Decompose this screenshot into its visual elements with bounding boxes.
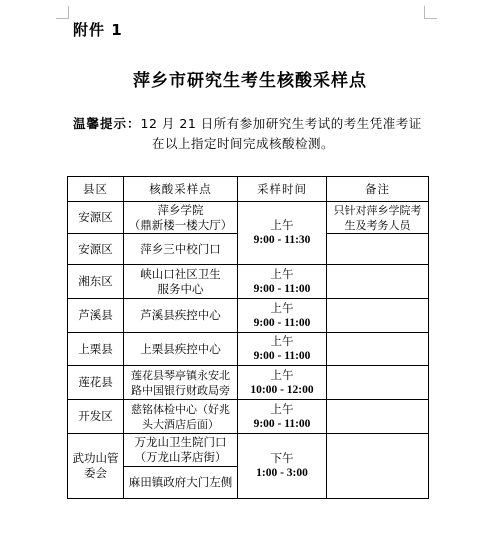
time-cell	[238, 299, 327, 333]
note-cell	[327, 434, 429, 499]
site-line: 路中国银行财政局旁	[131, 383, 230, 397]
site-cell: 麻田镇政府大门左侧	[124, 467, 238, 499]
note-cell	[327, 234, 429, 265]
district-cell: 芦溪县	[68, 299, 124, 333]
site-line: 慈铭体检中心（好兆	[131, 402, 230, 416]
time-label: 上午	[270, 401, 294, 416]
notice-label: 温馨提示：	[73, 116, 141, 131]
district-line: 武功山管	[72, 451, 119, 465]
district-cell: 开发区	[68, 400, 124, 434]
time-cell	[238, 366, 327, 400]
site-cell	[124, 434, 238, 467]
site-cell	[124, 202, 238, 234]
page-corner-mark-left	[56, 6, 69, 19]
header-time: 采样时间	[238, 177, 327, 202]
sampling-sites-table	[67, 176, 429, 499]
note-cell	[327, 265, 429, 299]
header-site: 核酸采样点	[124, 177, 238, 202]
time-cell	[238, 202, 327, 265]
site-line: 莲花县琴亭镇永安北	[131, 368, 230, 382]
table-row	[68, 333, 429, 366]
note-cell	[327, 299, 429, 333]
time-range: 9:00 - 11:00	[253, 350, 311, 362]
notice-line-1: 12 月 21 日所有参加研究生考试的考生凭准考证	[140, 116, 422, 131]
site-line: 峡山口社区卫生	[140, 266, 221, 281]
table-row	[68, 400, 429, 434]
time-range: 9:00 - 11:00	[253, 417, 311, 430]
time-cell	[238, 333, 327, 366]
site-cell	[124, 265, 238, 299]
time-cell	[238, 434, 327, 499]
time-label: 上午	[270, 334, 294, 348]
time-label: 上午	[270, 218, 294, 232]
time-label: 上午	[270, 300, 294, 315]
header-note: 备注	[327, 177, 429, 202]
notice-line-2: 在以上指定时间完成核酸检测。	[152, 136, 335, 151]
table-row	[68, 202, 429, 234]
site-line: 头大酒店后面）	[142, 417, 219, 431]
site-line: 万龙山卫生院门口	[134, 435, 227, 449]
note-cell: 只针对萍乡学院考生及考务人员	[327, 202, 429, 234]
header-district: 县区	[68, 177, 124, 202]
time-range: 10:00 - 12:00	[250, 383, 314, 396]
time-range: 9:00 - 11:30	[253, 234, 311, 246]
time-label: 上午	[270, 266, 294, 281]
table-row	[68, 299, 429, 333]
site-line: 服务中心	[157, 281, 204, 296]
table-row	[68, 265, 429, 299]
attachment-label: 附件 1	[73, 21, 123, 39]
note-cell	[327, 400, 429, 434]
district-cell: 莲花县	[68, 366, 124, 400]
time-range: 9:00 - 11:00	[253, 282, 311, 295]
time-cell	[238, 400, 327, 434]
time-range: 9:00 - 11:00	[253, 316, 311, 329]
site-cell: 萍乡三中校门口	[124, 234, 238, 265]
site-line: 萍乡学院	[157, 202, 204, 217]
site-cell	[124, 400, 238, 434]
note-cell	[327, 333, 429, 366]
notice-paragraph	[73, 114, 443, 154]
page-corner-mark-right	[424, 6, 437, 19]
time-label: 下午	[270, 451, 294, 465]
site-cell: 上栗县疾控中心	[124, 333, 238, 366]
site-cell	[124, 366, 238, 400]
time-cell	[238, 265, 327, 299]
site-cell: 芦溪县疾控中心	[124, 299, 238, 333]
district-cell: 湘东区	[68, 265, 124, 299]
district-line: 委会	[84, 466, 107, 480]
table-row	[68, 366, 429, 400]
time-range: 1:00 - 3:00	[256, 467, 308, 479]
site-line: （鼎新楼一楼大厅）	[128, 217, 233, 232]
time-label: 上午	[270, 367, 294, 382]
note-cell	[327, 366, 429, 400]
district-cell: 上栗县	[68, 333, 124, 366]
district-cell	[68, 434, 124, 499]
table-header-row	[68, 177, 429, 202]
district-cell: 安源区	[68, 234, 124, 265]
district-cell: 安源区	[68, 202, 124, 234]
table-row	[68, 434, 429, 467]
site-line: （万龙山茅店街）	[134, 450, 227, 464]
document-title: 萍乡市研究生考生核酸采样点	[133, 71, 367, 91]
